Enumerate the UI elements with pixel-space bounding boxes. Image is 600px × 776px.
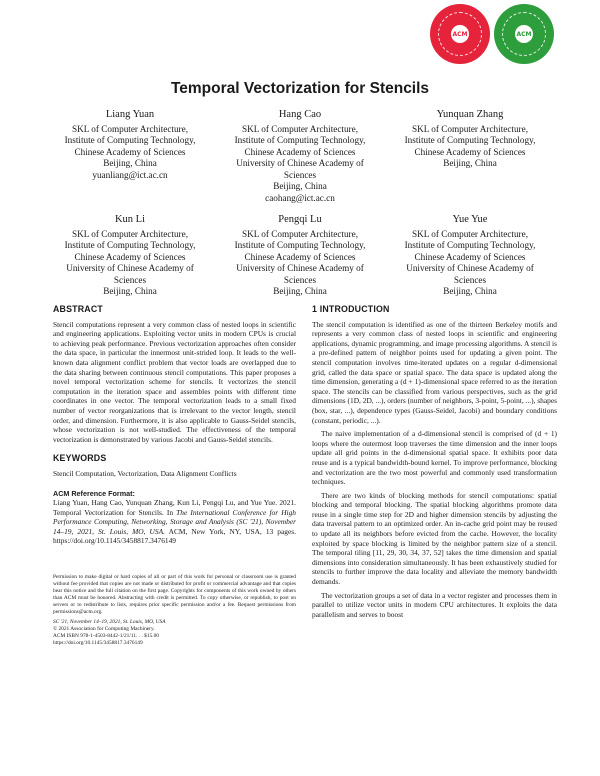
acm-reference-authors: Liang Yuan, Hang Cao, Yunquan Zhang, Kun Li, Pengqi Lu, and Yue Yue. 2021. Temporal Vectorization for Stencils. In [53,498,296,517]
affiliation-line: Beijing, China [103,286,157,296]
author-name: Yunquan Zhang [436,109,504,120]
badge-red-label: ACM [451,25,469,43]
affiliation-line: University of Chinese Academy of [236,263,364,273]
intro-paragraph: The stencil computation is identified as one of the thirteen Berkeley motifs and represents a very common class of nested loops in scientific and engineering applications, dynamic programming, and image processing algorithms. A stencil is a pre-defined pattern of neighbor points used for updating a given point. The stencil computation involves time-iterated updates on a regular d-dimensional grid, called the data space or spatial space. The data space is updated along the time dimension, generating a (d + 1)-dimensional space referred to as the iteration space. The stencils can be classified from various perspectives, such as the grid dimensions (1D, 2D, ...), orders (number of neighbors, 3-point, 5-point, ...), shapes (box, star, ...), dependence types (Gauss-Seidel, Jacobi) and boundary conditions (constant, periodic, ...). [312,319,557,425]
affiliation-line: SKL of Computer Architecture, [411,228,528,239]
author-name: Liang Yuan [105,109,155,120]
keywords-section [53,454,296,478]
authors-row-2 [50,214,550,298]
keywords-text: Stencil Computation, Vectorization, Data Alignment Conflicts [53,468,237,478]
affiliation-line: Institute of Computing Technology, [64,135,196,145]
left-column [53,305,296,647]
conference-line [53,619,296,626]
author-block [50,109,210,204]
copyright-line: © 2021 Association for Computing Machinery. [53,626,155,633]
affiliation-line: Chinese Academy of Sciences [74,251,186,262]
affiliation-line: University of Chinese Academy of [406,263,534,273]
badge-ring [438,12,482,56]
author-email: caohang@ict.ac.cn [265,192,335,203]
affiliation-line: Chinese Academy of Sciences [74,146,186,157]
affiliation-line: SKL of Computer Architecture, [241,228,358,239]
author-block [390,214,550,298]
affiliation-line: Institute of Computing Technology, [234,240,366,250]
affiliation-line: SKL of Computer Architecture, [241,123,358,134]
acm-badge-red [430,4,490,64]
acm-reference-publisher: ACM, New York, NY, USA, 13 pages. https://doi.org/10.1145/3458817.3476149 [53,526,296,546]
affiliation-line: Chinese Academy of Sciences [414,251,526,262]
affiliation-line: Beijing, China [443,158,497,168]
isbn-line: ACM ISBN 978-1-4503-8442-1/21/11. . . $15.00 [53,633,159,640]
affiliation-line: Institute of Computing Technology, [64,240,196,250]
author-name: Hang Cao [278,109,322,120]
affiliation-line: Sciences [283,169,317,180]
affiliation-line: Chinese Academy of Sciences [244,251,356,262]
author-block [390,109,550,204]
affiliation-line: Institute of Computing Technology, [404,240,536,250]
affiliation-line: University of Chinese Academy of [66,263,194,273]
abstract-text: Stencil computations represent a very common class of nested loops in scientific and engineering applications. Exploiting vector units in modern CPUs is crucial to achieving peak performance. Previous vectorization approaches often consider the data space, in particular the innermost unit-strided loop. It leads to the well-known data alignment conflict problem that vector loads are overlapped due to the data sharing between continuous stencil computations. This paper proposes a novel temporal vectorization scheme for stencils. It vectorizes the stencil computation in the iteration space and assembles points with different time coordinates in one vector. The temporal vectorization leads to a small fixed number of vector reorganizations that is irrelevant to the vector length, stencil order, and dimension. Furthermore, it is also applicable to Gauss-Seidel stencils, whose vectorization is not well-studied. The effectiveness of the temporal vectorization is demonstrated by various Jacobi and Gauss-Seidel stencils. [53,319,296,444]
abstract-heading: ABSTRACT [53,304,103,314]
doi-link[interactable]: https://doi.org/10.1145/3458817.3476149 [53,640,143,647]
author-block [50,214,210,298]
affiliation-line: Institute of Computing Technology, [234,135,366,145]
affiliation-line: SKL of Computer Architecture, [71,123,188,134]
author-name: Yue Yue [452,214,488,225]
acm-reference-text [53,498,296,546]
permission-text: Permission to make digital or hard copies of all or part of this work for personal or classroom use is granted without fee provided that copies are not made or distributed for profit or commercial advantage and that copies bear this notice and the full citation on the first page. Copyrights for components of this work owned by others than ACM must be honored. Abstracting with credit is permitted. To copy otherwise, or republish, to post on servers or to redistribute to lists, requires prior specific permission and/or a fee. Request permissions from permissions@acm.org. [53,574,296,616]
badge-green-label: ACM [515,25,533,43]
affiliation-line: SKL of Computer Architecture, [411,123,528,134]
affiliation-line: SKL of Computer Architecture, [71,228,188,239]
affiliation-line: Beijing, China [103,158,157,168]
author-block [215,109,385,204]
affiliation-line: Sciences [453,274,487,285]
authors-row-1 [50,109,550,204]
affiliation-line: Chinese Academy of Sciences [414,146,526,157]
affiliation-line: Sciences [113,274,147,285]
paper-title: Temporal Vectorization for Stencils [170,80,430,97]
badge-ring [502,12,546,56]
conference-name: SC '21, November 14–19, 2021, St. Louis, MO, USA [53,619,166,626]
affiliation-line: Sciences [283,274,317,285]
affiliation-line: Beijing, China [443,286,497,296]
affiliation-line: Institute of Computing Technology, [404,135,536,145]
author-email: yuanliang@ict.ac.cn [92,169,168,180]
author-name: Kun Li [114,214,146,225]
permission-block [53,574,296,647]
acm-badge-green [494,4,554,64]
affiliation-line: Beijing, China [273,181,327,191]
intro-paragraph: There are two kinds of blocking methods for stencil computations: spatial blocking and temporal blocking. The spatial blocking algorithms promote data reuse in a single time step for 2D and higher dimension stencils by adjusting the data traversal pattern to an optimized order. An in-cache grid point may be reused to update all its neighbors before evicted from the cache. However, the locality exploited by space blocking is limited by the neighbor pattern size of a stencil. The temporal tiling [11, 29, 30, 34, 37, 52] takes the time dimension and spatial dimensions into consideration simultaneously. It has been exhaustively studied for stencils to further improve the data locality and alleviate the memory bandwidth demands. [312,490,557,587]
acm-reference-heading: ACM Reference Format: [53,488,135,498]
affiliation-line: Chinese Academy of Sciences [244,146,356,157]
author-name: Pengqi Lu [278,214,322,225]
right-column [312,305,557,623]
acm-reference-venue: The International Conference for High Performance Computing, Networking, Storage and Analysis (SC '21), November 14–19, 2021, St. Louis, MO, USA. [53,507,296,536]
affiliation-line: University of Chinese Academy of [236,158,364,168]
keywords-heading: KEYWORDS [53,453,107,464]
introduction-heading: 1 INTRODUCTION [312,304,390,314]
intro-paragraph: The naive implementation of a d-dimensional stencil is comprised of (d + 1) loops where the outermost loop traverses the time dimension and the inner loops update all grid points in the d-dimensional spatial space. It exhibits poor data reuse and is a typical bandwidth-bound kernel. To improve performance, blocking and vectorization are the two most powerful and commonly used transformation techniques. [312,429,557,487]
author-block [215,214,385,298]
affiliation-line: Beijing, China [273,286,327,296]
intro-paragraph: The vectorization groups a set of data in a vector register and processes them in parallel to utilize vector units in modern CPU architectures. It exploits the data parallelism and serves to boost [312,590,557,619]
